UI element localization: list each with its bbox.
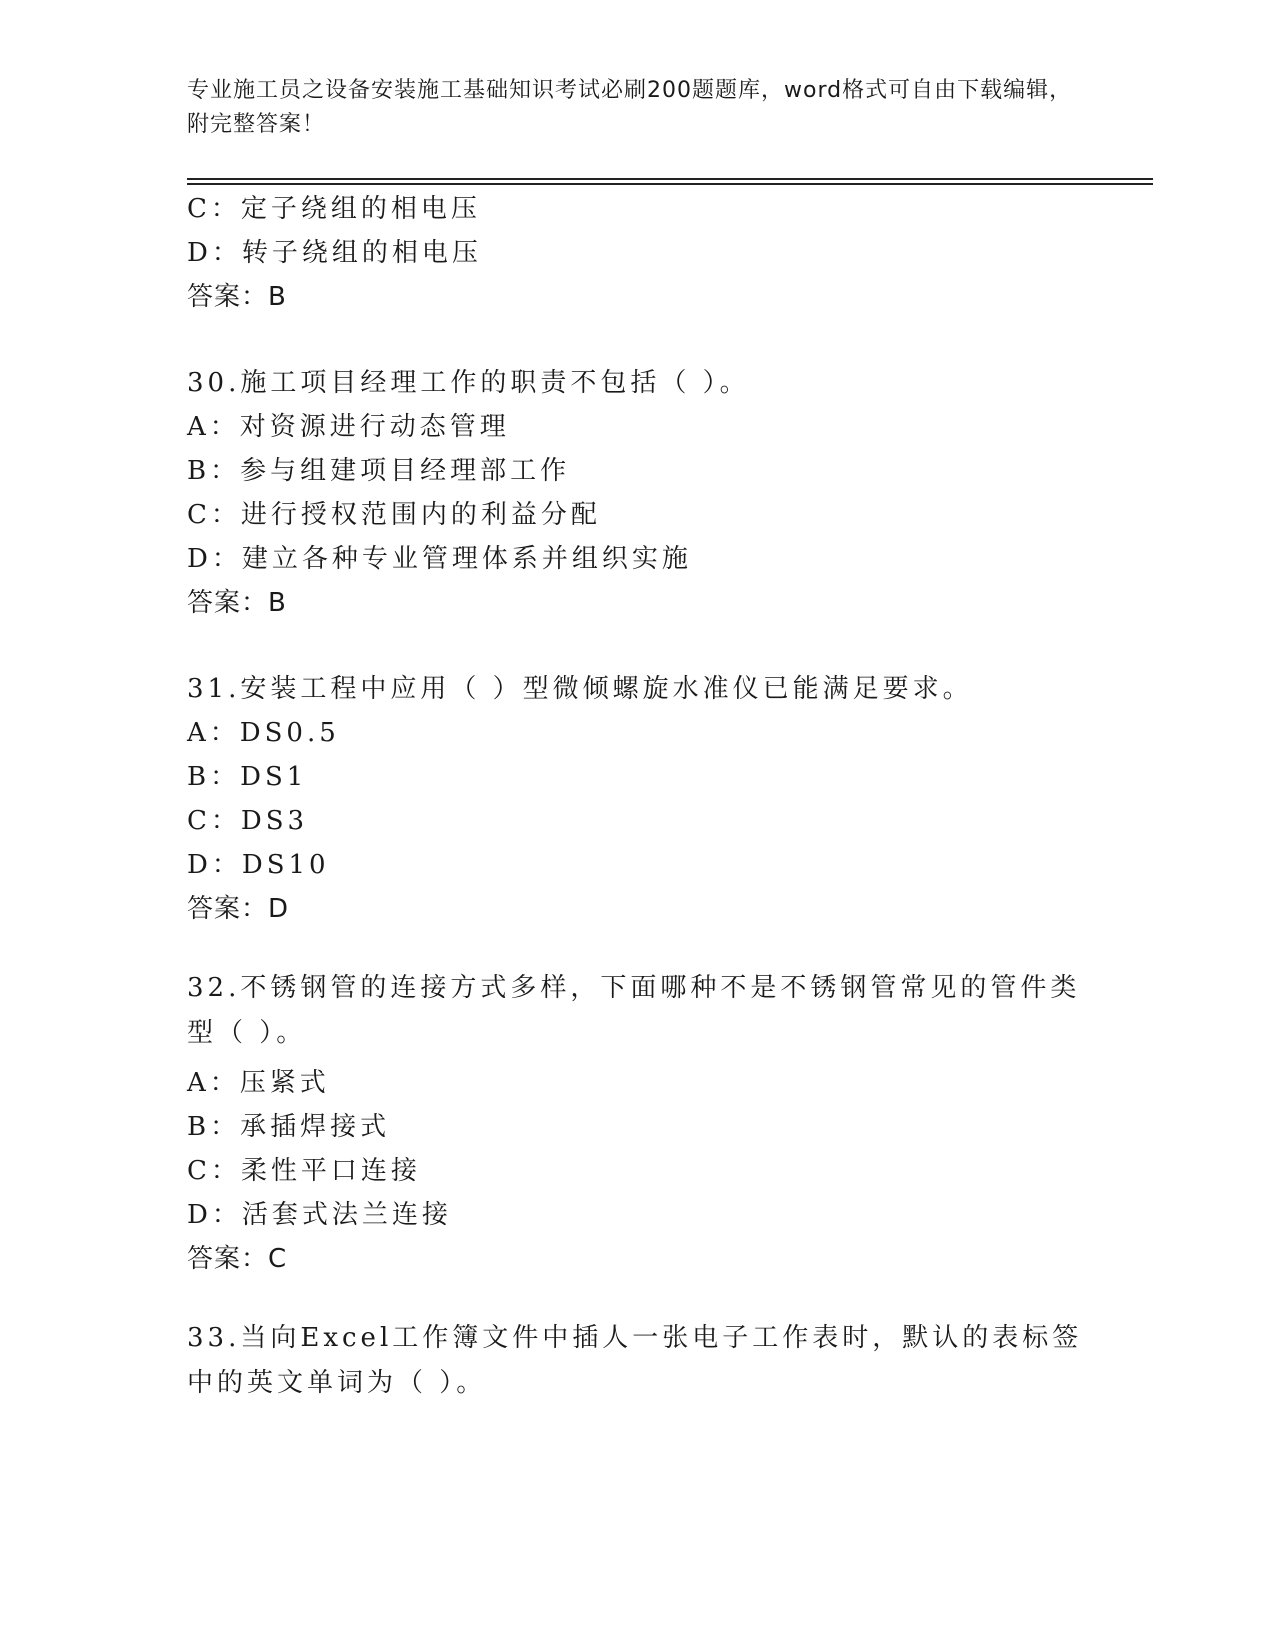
option-d-q32: D：活套式法兰连接	[187, 1200, 452, 1230]
option-c-q30: C：进行授权范围内的利益分配	[187, 500, 601, 530]
option-b-q32: B：承插焊接式	[187, 1112, 391, 1142]
question-33: 33.当向Excel工作簿文件中插人一张电子工作表时，默认的表标签中的英文单词为（ ）。	[187, 1323, 1083, 1398]
page-header: 专业施工员之设备安装施工基础知识考试必刷200题题库，word格式可自由下载编辑，附完整答案！	[187, 78, 1073, 137]
option-c-q32: C：柔性平口连接	[187, 1156, 421, 1186]
question-30: 30.施工项目经理工作的职责不包括（ ）。	[187, 368, 750, 398]
option-a-q32: A：压紧式	[187, 1068, 330, 1098]
answer-q29: 答案：B	[187, 282, 287, 312]
question-31: 31.安装工程中应用（ ）型微倾螺旋水准仪已能满足要求。	[187, 674, 973, 704]
option-b-q31: B：DS1	[187, 762, 308, 792]
option-b-q30: B：参与组建项目经理部工作	[187, 456, 571, 486]
header-rule-top	[187, 178, 1153, 180]
option-a-q31: A：DS0.5	[187, 718, 340, 748]
option-d-q29: D：转子绕组的相电压	[187, 238, 482, 268]
answer-q31: 答案：D	[187, 894, 290, 924]
answer-q30: 答案：B	[187, 588, 287, 618]
question-32: 32.不锈钢管的连接方式多样，下面哪种不是不锈钢管常见的管件类型（ ）。	[187, 973, 1081, 1048]
option-c-q29: C：定子绕组的相电压	[187, 194, 481, 224]
header-rule-bottom	[187, 183, 1153, 185]
option-d-q30: D：建立各种专业管理体系并组织实施	[187, 544, 692, 574]
answer-q32: 答案：C	[187, 1244, 288, 1274]
option-d-q31: D：DS10	[187, 850, 330, 880]
option-a-q30: A：对资源进行动态管理	[187, 412, 510, 442]
option-c-q31: C：DS3	[187, 806, 309, 836]
